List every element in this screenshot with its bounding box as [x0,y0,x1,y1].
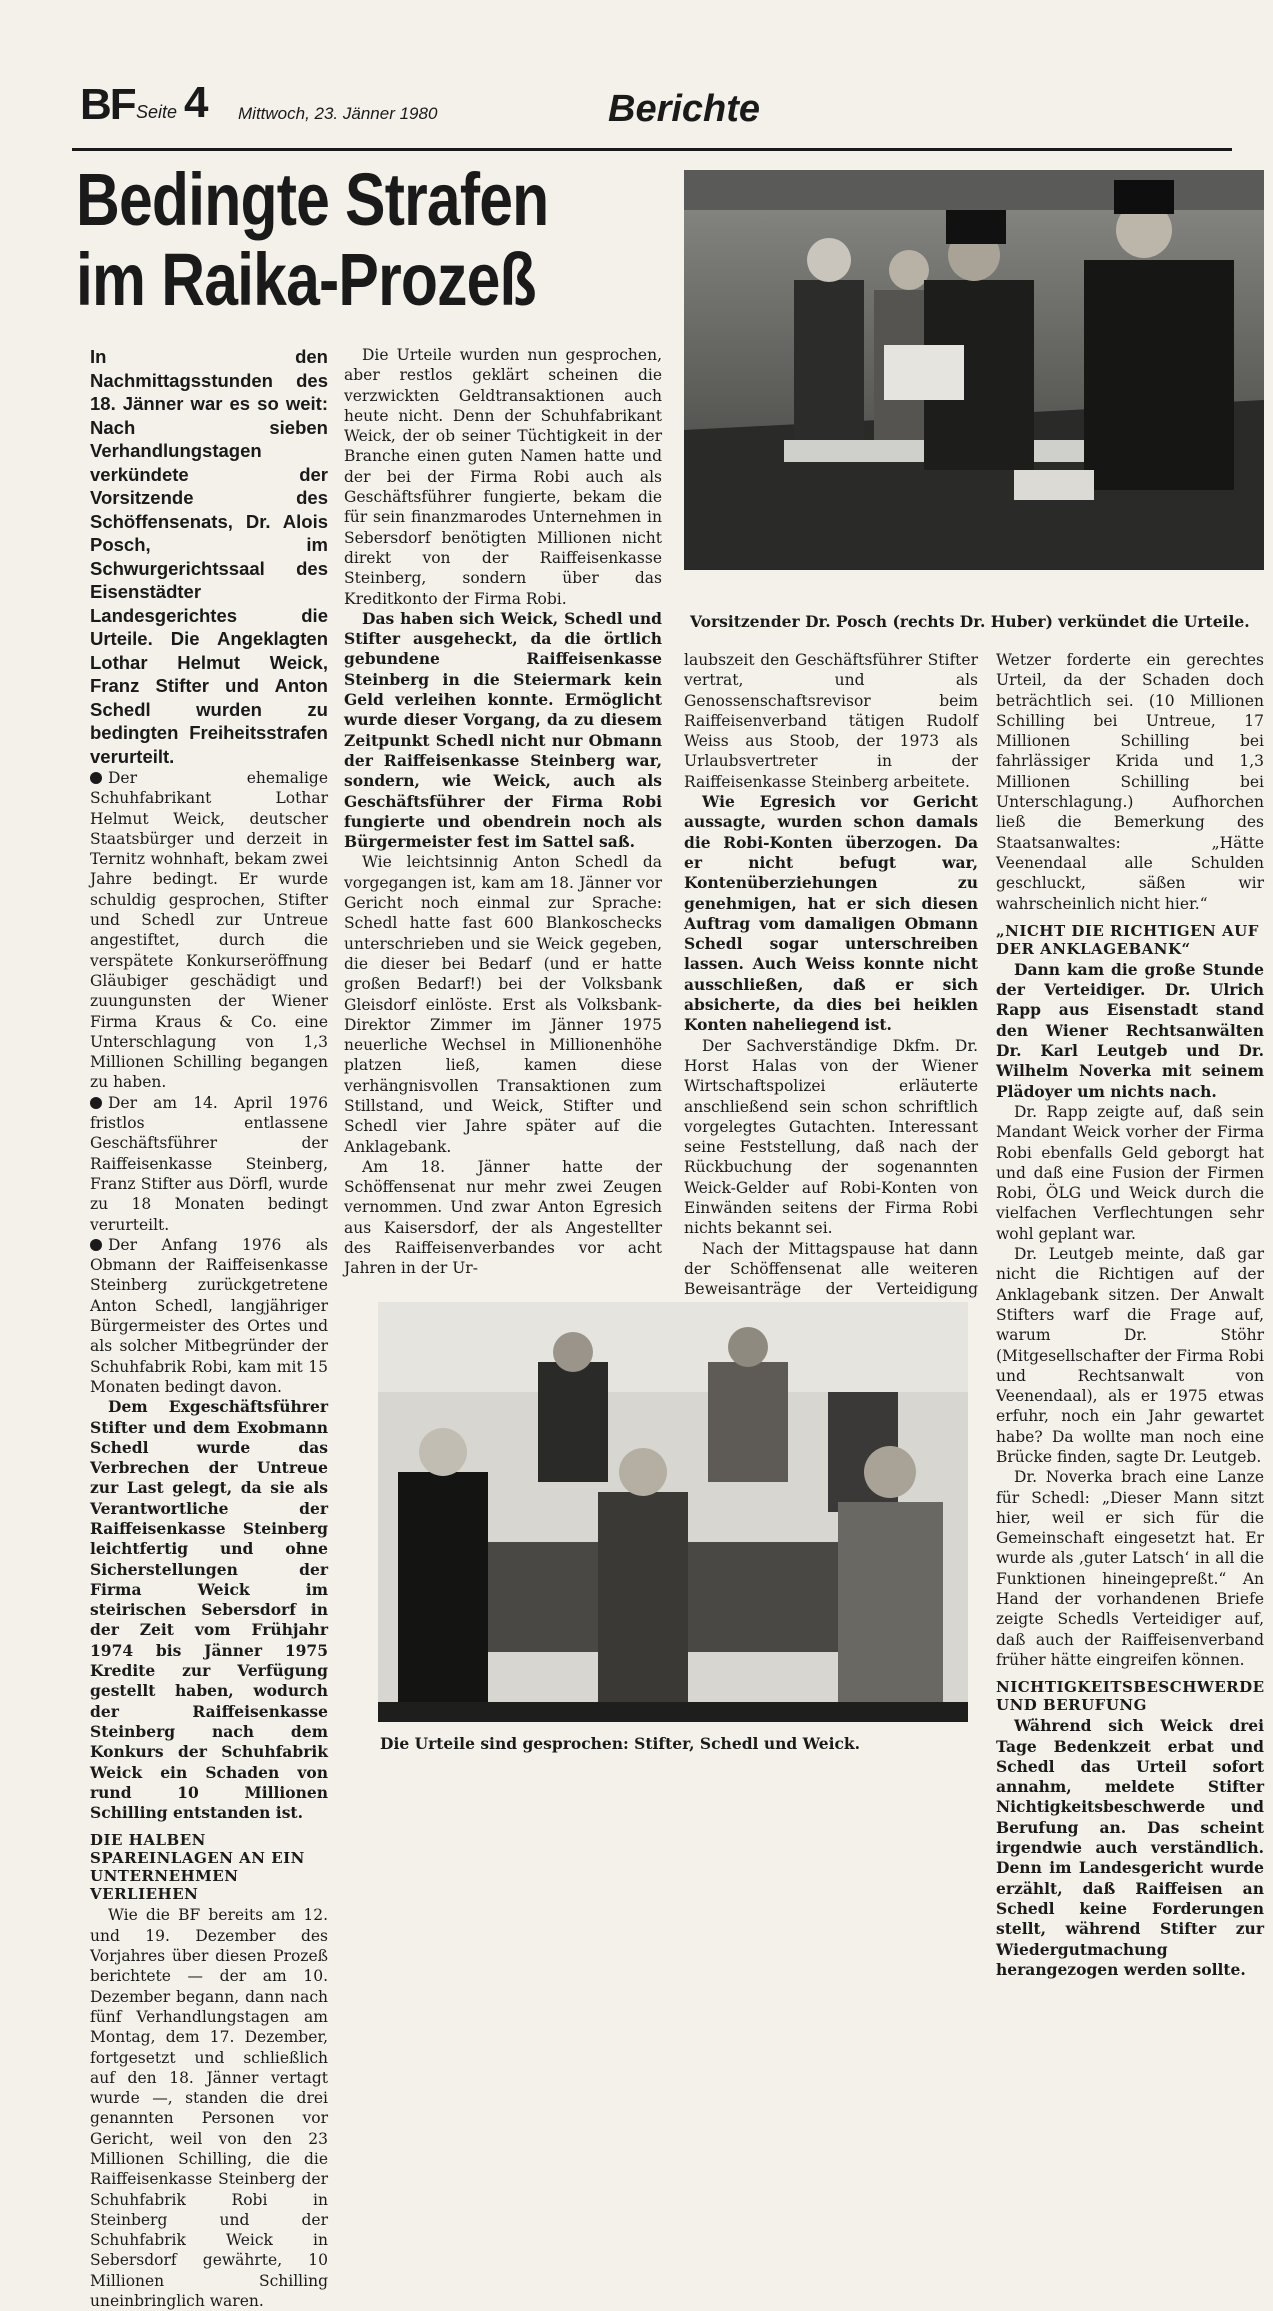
photo-defendants-graphic [378,1302,968,1722]
col1-paragraph-3: Der Anfang 1976 als Obmann der Raiffeisenkasse Steinberg zurückgetretene Anton Schedl, langjähriger Bürgermeister des Ortes und als solcher Mitbegründer der Schuhfabrik Robi, kam mit 15 Monaten bedingt davon. [90,1235,328,1396]
seite-label: Seite [136,102,178,122]
col3-paragraph-4: Nach der Mittagspause hat dann der Schöffensenat alle weiteren Beweisanträge der Verteidigung [684,1239,978,1299]
col1-paragraph-5: Wie die BF bereits am 12. und 19. Dezember des Vorjahres über diesen Prozeß berichtete — der am 10. Dezember begann, dann nach fünf Verhandlungstagen am Montag, dem 17. Dezember, fortgesetzt und schließlich auf den 18. Jänner vertagt wurde —, standen die drei genannten Personen vor Gericht, weil von den 23 Millionen Schilling, die die Raiffeisenkasse Steinberg der Schuhfabrik Robi in Steinberg und der Schuhfabrik Weick in Sebersdorf gewährte, 10 Millionen Schilling uneinbringlich waren. [90,1906,328,2311]
page-number: 4 [184,78,209,127]
headline-line-1: Bedingte Strafen [76,158,549,241]
headline-line-2: im Raika-Prozeß [76,238,536,321]
subheading-nichtigkeitsbeschwerde: NICHTIGKEITSBESCHWERDE UND BERUFUNG [996,1678,1265,1715]
logo: BF [80,80,135,129]
col3-paragraph-1: laubszeit den Geschäftsführer Stifter vertrat, und als Genossenschaftsrevisor beim Raiffeisenverband tätigen Rudolf Weiss aus Stoob, der 1973 als Urlaubsvertreter in der Raiffeisenkasse Steinberg arbeitete. [684,651,978,791]
issue-date: Mittwoch, 23. Jänner 1980 [238,104,438,123]
column-1 [90,345,328,2311]
page-header [80,80,1230,140]
photo-court-verdict-graphic [684,170,1264,570]
column-2 [344,345,662,1279]
photo-court-verdict [684,170,1264,570]
lead-paragraph: In den Nachmittagsstunden des 18. Jänner war es so weit: Nach sieben Verhandlungstagen verkündete der Vorsitzende des Schöffensenats, Dr. Alois Posch, im Schwurgerichtssaal des Eisenstädter Landesgerichtes die Urteile. Die Angeklagten Lothar Helmut Weick, Franz Stifter und Anton Schedl wurden zu bedingten Freiheitsstrafen verurteilt. [90,346,328,767]
col3-paragraph-3: Der Sachverständige Dkfm. Dr. Horst Halas von der Wiener Wirtschaftspolizei erläuterte anschließend sein schon schriftlich vorgelegtes Gutachten. Interessant seine Feststellung, daß nach der Rückbuchung der sogenannten Weick-Gelder auf Robi-Konten von Einwänden seitens der Firma Robi nichts bekannt sei. [684,1036,978,1238]
bullet-icon [90,1097,102,1109]
col1-paragraph-1: Der ehemalige Schuhfabrikant Lothar Helmut Weick, deutscher Staatsbürger und derzeit in Ternitz wohnhaft, bekam zwei Jahre bedingt. Er wurde schuldig gesprochen, Stifter und Schedl zur Untreue angestiftet, durch die verspätete Konkurseröffnung Gläubiger geschädigt und zuungunsten der Wiener Firma Kraus & Co. eine Unterschlagung von 1,3 Millionen Schilling begangen zu haben. [90,769,328,1092]
bullet-icon [90,772,102,784]
photo-defendants [378,1302,968,1722]
bullet-icon [90,1239,102,1251]
headline [76,160,568,320]
col3-paragraph-2: Wie Egresich vor Gericht aussagte, wurden schon damals die Robi-Konten überzogen. Da er nicht befugt war, Kontenüberziehungen zu genehmigen, hat er sich diesen Auftrag vom damaligen Obmann Schedl sogar unterschreiben lassen. Auch Weiss konnte nicht ausschließen, daß er sich absicherte, da dies bei heiklen Konten naheliegend ist. [684,792,978,1035]
bottom-photo-caption: Die Urteile sind gesprochen: Stifter, Schedl und Weick. [380,1734,861,1753]
col4-paragraph-6: Während sich Weick drei Tage Bedenkzeit erbat und Schedl das Urteil sofort annahm, meldete Stifter Nichtigkeitsbeschwerde und Berufung an. Das scheint irgendwie auch verständlich. Denn im Landesgericht wurde erzählt, daß Raiffeisen an Schedl keine Forderungen stellt, während Stifter zur Wiedergutmachung herangezogen werden sollte. [996,1716,1264,1979]
col4-paragraph-3: Dr. Rapp zeigte auf, daß sein Mandant Weick vorher der Firma Robi ebenfalls Geld geborgt hat und daß eine Fusion der Firmen Robi, ÖLG und Weick durch die vielfachen Verflechtungen sehr wohl geplant war. [996,1102,1264,1243]
col1-paragraph-2: Der am 14. April 1976 fristlos entlassene Geschäftsführer der Raiffeisenkasse Steinberg, Franz Stifter aus Dörfl, wurde zu 18 Monaten bedingt verurteilt. [90,1093,328,1234]
col2-paragraph-1: Die Urteile wurden nun gesprochen, aber restlos geklärt scheinen die verzwickten Geldtransaktionen auch heute nicht. Denn der Schuhfabrikant Weick, der ob seiner Tüchtigkeit in der Branche einen guten Namen hatte und der bei der Firma Robi auch als Geschäftsführer fungierte, bekam die für sein finanzmarodes Unternehmen in Sebersdorf benötigten Millionen nicht direkt von der Raiffeisenkasse Steinberg, sondern über das Kreditkonto der Firma Robi. [344,346,662,608]
col4-paragraph-1: Wetzer forderte ein gerechtes Urteil, da der Schaden doch beträchtlich sei. (10 Millionen Schilling bei Untreue, 17 Millionen Schilling bei fahrlässiger Krida und 1,3 Millionen Schilling bei Unterschlagung.) Aufhorchen ließ die Bemerkung des Staatsanwaltes: „Hätte Veenendaal alle Schulden geschluckt, säßen wir wahrscheinlich nicht hier.“ [996,651,1264,913]
col4-paragraph-5: Dr. Noverka brach eine Lanze für Schedl: „Dieser Mann sitzt hier, weil er sich für die Gemeinschaft eingesetzt hat. Er wurde als ‚guter Latsch‘ in all die Funktionen hineingepreßt.“ An Hand der vorhandenen Briefe zeigte Schedls Verteidiger auf, daß auch der Raiffeisenverband früher hätte eingreifen können. [996,1468,1264,1669]
col2-paragraph-4: Am 18. Jänner hatte der Schöffensenat nur mehr zwei Zeugen vernommen. Und zwar Anton Egresich aus Kaisersdorf, der als Angestellter des Raiffeisenverbandes vor acht Jahren in der Ur- [344,1157,662,1278]
col1-paragraph-4: Dem Exgeschäftsführer Stifter und dem Exobmann Schedl wurde das Verbrechen der Untreue zur Last gelegt, da sie als Verantwortliche der Raiffeisenkasse Steinberg leichtfertig und ohne Sicherstellungen der Firma Weick im steirischen Sebersdorf in der Zeit vom Frühjahr 1974 bis Jänner 1975 Kredite zur Verfügung gestellt haben, wodurch der Raiffeisenkasse Steinberg nach dem Konkurs der Schuhfabrik Weick ein Schaden von rund 10 Millionen Schilling entstanden ist. [90,1397,328,1823]
section-title: Berichte [608,88,761,130]
column-3 [684,650,978,1320]
header-rule [72,148,1232,151]
col4-paragraph-2: Dann kam die große Stunde der Verteidiger. Dr. Ulrich Rapp aus Eisenstadt stand den Wiener Rechtsanwälten Dr. Karl Leutgeb und Dr. Wilhelm Noverka mit seinem Plädoyer um nichts nach. [996,959,1264,1101]
column-4 [996,650,1264,1980]
col2-paragraph-3: Wie leichtsinnig Anton Schedl da vorgegangen ist, kam am 18. Jänner vor Gericht noch einmal zur Sprache: Schedl hatte fast 600 Blankoschecks unterschrieben und sie Weick gegeben, die dieser bei Bedarf (und er hatte großen Bedarf!) bei der Volksbank Gleisdorf einlöste. Erst als Volksbank-Direktor Zimmer im Jänner 1975 neuerliche Wechsel in Millionenhöhe platzen ließ, kamen diese verhängnisvollen Transaktionen zum Stillstand, und Weick, Stifter und Schedl vier Jahre später auf die Anklagebank. [344,853,662,1156]
top-photo-caption: Vorsitzender Dr. Posch (rechts Dr. Huber) verkündet die Urteile. [690,612,1250,631]
subheading-nicht-die-richtigen: „NICHT DIE RICHTIGEN AUF DER ANKLAGEBANK“ [996,921,1259,958]
subheading-spareinlagen: DIE HALBEN SPAREINLAGEN AN EIN UNTERNEHMEN VERLIEHEN [90,1831,305,1904]
col4-paragraph-4: Dr. Leutgeb meinte, daß gar nicht die Richtigen auf der Anklagebank sitzen. Der Anwalt Stifters warf die Frage auf, warum Dr. Stöhr (Mitgesellschafter der Firma Robi und Rechtsanwalt von Veenendaal), als er 1975 etwas erfuhr, noch ein Jahr gewartet habe? Da wollte man noch eine Brücke finden, sagte Dr. Leutgeb. [996,1245,1264,1466]
col2-paragraph-2: Das haben sich Weick, Schedl und Stifter ausgeheckt, da die örtlich gebundene Raiffeisenkasse Steinberg in die Steiermark kein Geld verleihen konnte. Ermöglicht wurde dieser Vorgang, da zu diesem Zeitpunkt Schedl nicht nur Obmann der Raiffeisenkasse Steinberg war, sondern, wie Weick, auch als Geschäftsführer der Firma Robi fungierte und obendrein noch als Bürgermeister fest im Sattel saß. [344,608,662,852]
